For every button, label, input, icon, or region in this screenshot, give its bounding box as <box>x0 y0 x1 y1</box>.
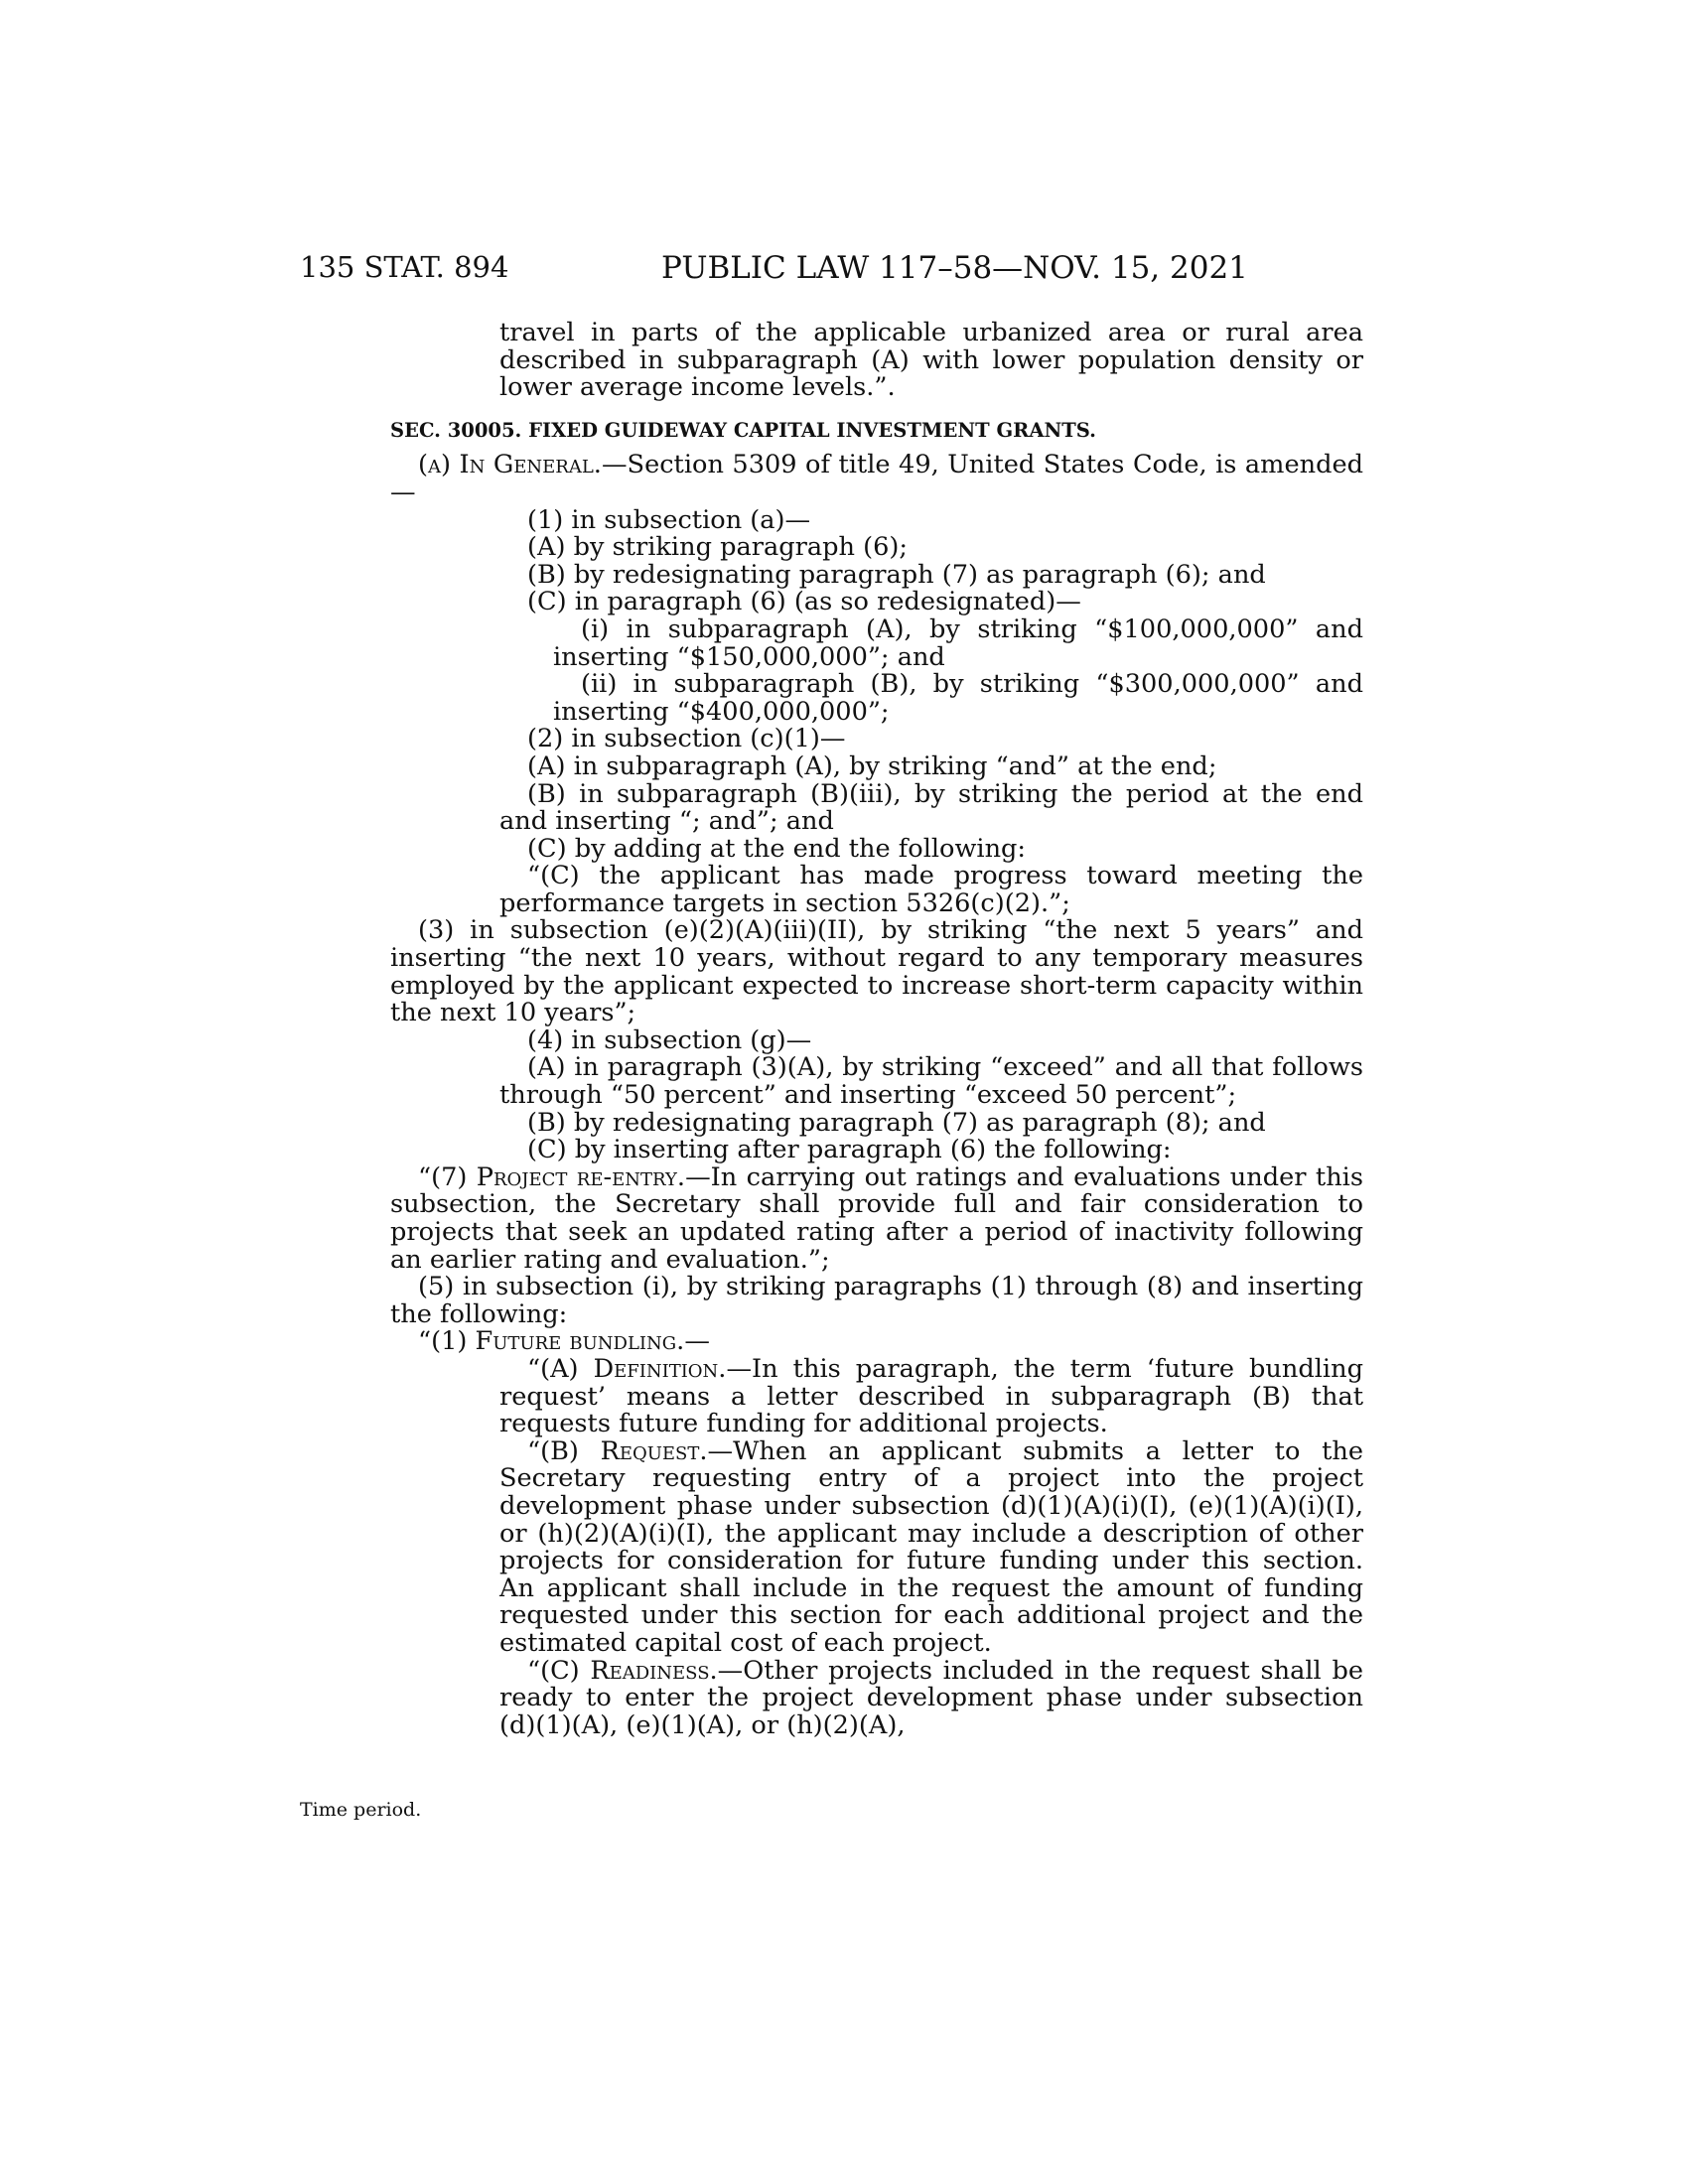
quoted-subparagraph-text: —When an applicant submits a letter to the Secretary requesting entry of a project into the project development phase under subsection (d)(1)(A)(i)(I), (e)(1)(A)(i)(I), or (h)(2)(A)(i)(I), the applicant may include a description of other projects for consideration for future funding under this section. An applicant shall include in the request the amount of funding requested under this section for each additional project and the estimated capital cost of each project. <box>499 1435 1363 1658</box>
list-item: (B) by redesignating paragraph (7) as paragraph (8); and <box>527 1107 1266 1138</box>
quoted-subparagraph-label: “(A) Definition. <box>527 1353 727 1384</box>
quoted-paragraph <box>390 1161 1363 1275</box>
paragraph-continuation: travel in parts of the applicable urbanized area or rural area described in subparagraph (A) with lower population density or lower average income levels.”. <box>499 318 1363 403</box>
subsection-a <box>390 452 1363 506</box>
subsection-a-text: —Section 5309 of title 49, United States Code, is amended— <box>390 450 1363 507</box>
list-item: (5) in subsection (i), by striking paragraphs (1) through (8) and inserting the following: <box>390 1272 1363 1329</box>
quoted-subparagraph <box>499 1435 1363 1658</box>
quoted-subparagraph-label: “(C) Readiness. <box>527 1655 718 1686</box>
quoted-subparagraph-text: —Other projects included in the request shall be ready to enter the project development phase under subsection (d)(1)(A), (e)(1)(A), or (h)(2)(A), <box>499 1655 1363 1740</box>
quoted-text: “(C) the applicant has made progress toward meeting the performance targets in section 5326(c)(2).”; <box>499 861 1363 918</box>
quoted-paragraph-label: “(1) Future bundling. <box>418 1326 685 1357</box>
list-item: (B) by redesignating paragraph (7) as paragraph (6); and <box>527 559 1266 590</box>
list-item: (2) in subsection (c)(1)— <box>527 724 846 754</box>
section-heading: SEC. 30005. FIXED GUIDEWAY CAPITAL INVESTMENT GRANTS. <box>390 418 1096 442</box>
quoted-paragraph-text: —In carrying out ratings and evaluations under this subsection, the Secretary shall provide full and fair consideration to projects that seek an updated rating after a period of inactivity following an earlier rating and evaluation.”; <box>390 1161 1363 1275</box>
list-item: (C) by inserting after paragraph (6) the following: <box>527 1135 1172 1165</box>
quoted-paragraph <box>390 1328 1363 1356</box>
subsection-a-label: (a) In General. <box>418 450 602 480</box>
list-item: (A) by striking paragraph (6); <box>527 532 908 563</box>
running-head-title: PUBLIC LAW 117–58—NOV. 15, 2021 <box>661 250 1248 286</box>
list-item: (3) in subsection (e)(2)(A)(iii)(II), by striking “the next 5 years” and inserting “the next 10 years, without regard to any temporary measures employed by the applicant expected to increase short-term capacity within the next 10 years”; <box>390 915 1363 1028</box>
quoted-paragraph-label: “(7) Project re-entry. <box>418 1161 686 1192</box>
page-reference: 135 STAT. 894 <box>300 250 509 284</box>
list-item: (C) by adding at the end the following: <box>527 833 1027 864</box>
list-item: (1) in subsection (a)— <box>527 504 811 535</box>
quoted-subparagraph <box>499 1353 1363 1439</box>
body-text <box>390 318 1363 1740</box>
list-item: (C) in paragraph (6) (as so redesignated)— <box>527 587 1081 617</box>
quoted-subparagraph-label: “(B) Request. <box>527 1435 708 1466</box>
list-item: (B) in subparagraph (B)(iii), by striking the period at the end and inserting “; and”; and <box>499 778 1363 837</box>
list-item: (A) in paragraph (3)(A), by striking “exceed” and all that follows through “50 percent” and inserting “exceed 50 percent”; <box>499 1052 1363 1111</box>
quoted-subparagraph-text: —In this paragraph, the term ‘future bundling request’ means a letter described in subparagraph (B) that requests future funding for additional projects. <box>499 1353 1363 1439</box>
list-item: (ii) in subparagraph (B), by striking “$300,000,000” and inserting “$400,000,000”; <box>553 669 1363 727</box>
margin-note: Time period. <box>300 1799 422 1821</box>
list-item: (4) in subsection (g)— <box>527 1024 812 1055</box>
page-header <box>0 250 1688 290</box>
quoted-subparagraph <box>499 1655 1363 1740</box>
quoted-paragraph-text: — <box>684 1326 710 1357</box>
list-item: (A) in subparagraph (A), by striking “and” at the end; <box>527 751 1217 781</box>
list-item: (i) in subparagraph (A), by striking “$100,000,000” and inserting “$150,000,000”; and <box>553 614 1363 672</box>
